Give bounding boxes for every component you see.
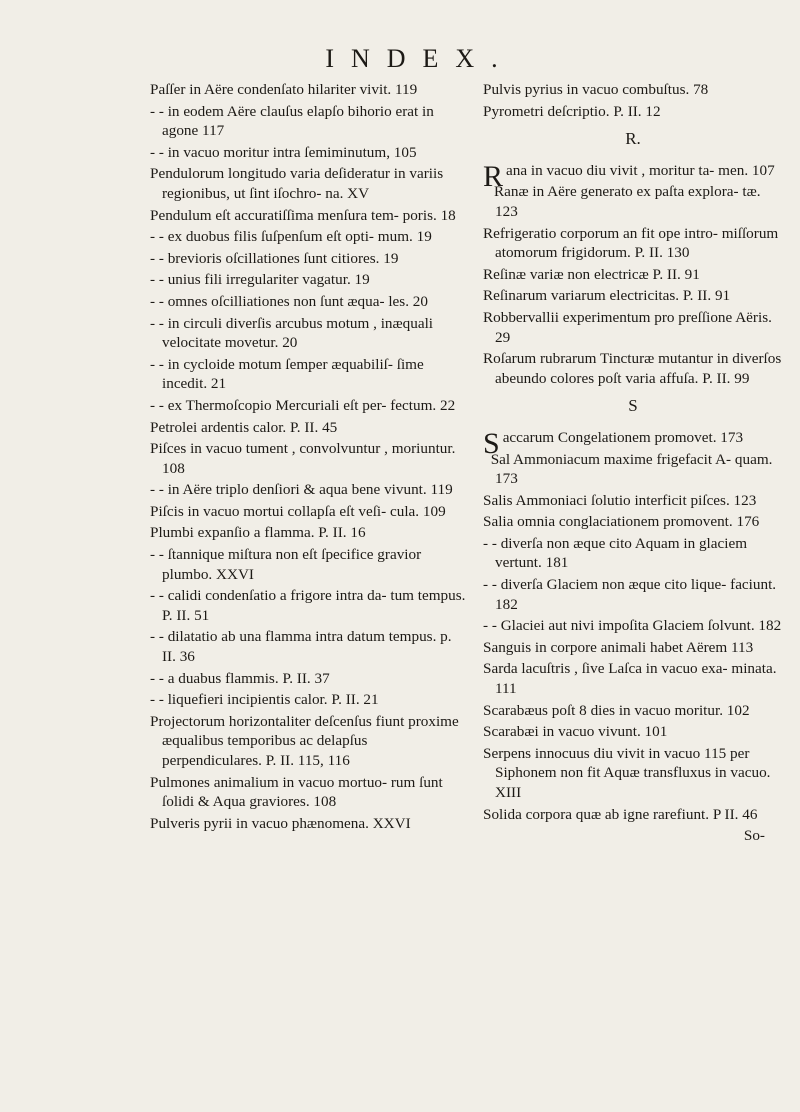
index-entry: Pyrometri deſcriptio. P. II. 12 (483, 102, 661, 120)
index-entry (483, 426, 783, 460)
index-entry: - - a duabus flammis. P. II. 37 (150, 669, 330, 687)
section-letter-s: S (628, 396, 638, 416)
index-entry: Piſcis in vacuo mortui collapſa eſt veſi- cula. 109 (150, 502, 446, 520)
index-entry: Roſarum rubrarum Tincturæ mutantur in diverſos abeundo colores poſt varia affuſa. P. II. 99 (483, 350, 782, 387)
index-entry: Refrigeratio corporum an fit ope intro- miſſorum atomorum frigidorum. P. II. 130 (483, 224, 779, 262)
index-entry: - - in cycloide motum ſemper æquabiliſ- ſime incedit. 21 (150, 355, 424, 393)
index-entry: Plumbi expanſio a flamma. P. II. 16 (150, 524, 366, 542)
index-entry: - - unius fili irregulariter vagatur. 19 (150, 271, 370, 289)
catchword: So- (743, 827, 765, 845)
index-entry: Salia omnia conglaciationem promovent. 176 (483, 513, 760, 531)
index-entry: Piſces in vacuo tument , convolvuntur , moriuntur. 108 (150, 440, 456, 477)
index-entry: Projectorum horizontaliter deſcenſus fiunt proxime æqualibus temporibus ac delapſus perpendiculares. P. II. 115, 116 (150, 712, 459, 769)
index-entry: - - in vacuo moritur intra ſemiminutum, 105 (150, 143, 417, 161)
index-entry: - - in eodem Aëre clauſus elapſo bihorio erat in agone 117 (150, 102, 434, 140)
index-entry: Sal Ammoniacum maxime frigefacit A- quam. 173 (490, 450, 773, 488)
index-entry: - - ex Thermoſcopio Mercuriali eſt per- fectum. 22 (150, 396, 456, 414)
index-entry: - - liquefieri incipientis calor. P. II. 21 (150, 691, 379, 709)
index-entry: Solida corpora quæ ab igne rarefiunt. P II. 46 (483, 805, 758, 823)
index-entry: - - dilatatio ab una flamma intra datum tempus. p. II. 36 (150, 628, 452, 666)
drop-cap-r: R (483, 159, 504, 193)
index-entry: - - in circuli diverſis arcubus motum , inæquali velocitate movetur. 20 (150, 314, 434, 352)
index-entry: Paſſer in Aëre condenſato hilariter vivit. 119 (150, 81, 418, 98)
left-column (150, 80, 468, 835)
index-entry: Ranæ in Aëre generato ex paſta explora- tæ. 123 (494, 183, 761, 220)
index-entry (483, 159, 783, 193)
index-entry: Sarda lacuſtris , ſive Laſca in vacuo exa- minata. 111 (483, 660, 777, 698)
index-entry: Pulveris pyrii in vacuo phænomena. XXVI (150, 814, 411, 832)
index-entry: - - ſtannique miſtura non eſt ſpecifice gravior plumbo. XXVI (150, 546, 422, 583)
index-entry: Sanguis in corpore animali habet Aërem 113 (483, 638, 754, 656)
index-entry: Scarabæi in vacuo vivunt. 101 (483, 723, 668, 741)
page-header: INDEX. (325, 44, 515, 73)
index-entry: Pulvis pyrius in vacuo combuſtus. 78 (483, 81, 709, 98)
index-entry: Reſinarum variarum electricitas. P. II. 91 (483, 287, 731, 305)
drop-cap-s: S (483, 426, 500, 460)
index-entry: - - brevioris oſcillationes ſunt citiores. 19 (150, 249, 399, 267)
index-entry: Pendulorum longitudo varia deſideratur in variis regionibus, ut ſint iſochro- na. XV (150, 165, 444, 202)
index-entry: Salis Ammoniaci ſolutio interficit piſces. 123 (483, 491, 757, 509)
index-entry: - - in Aëre triplo denſiori & aqua bene vivunt. 119 (150, 481, 453, 499)
index-entry: - - omnes oſcilliationes non ſunt æqua- les. 20 (150, 292, 428, 310)
index-entry: - - calidi condenſatio a frigore intra da- tum tempus. P. II. 51 (150, 587, 466, 624)
index-entry: Petrolei ardentis calor. P. II. 45 (150, 418, 338, 436)
index-entry-text: accarum Congelationem promovet. 173 (502, 428, 744, 446)
index-entry: - - ex duobus filis ſuſpenſum eſt opti- mum. 19 (150, 228, 432, 246)
index-entry: Serpens innocuus diu vivit in vacuo 115 per Siphonem non fit Aquæ transfluxus in vacuo. XIII (483, 744, 771, 801)
index-entry: Pendulum eſt accuratiſſima menſura tem- poris. 18 (150, 206, 456, 224)
section-letter-r: R. (625, 129, 641, 149)
index-entry: Scarabæus poſt 8 dies in vacuo moritur. 102 (483, 701, 750, 719)
index-entry-text: ana in vacuo diu vivit , moritur ta- men. 107 (506, 161, 775, 179)
index-entry: Pulmones animalium in vacuo mortuo- rum ſunt ſolidi & Aqua graviores. 108 (150, 773, 443, 811)
index-entry: - - Glaciei aut nivi impoſita Glaciem ſolvunt. 182 (483, 617, 782, 635)
index-entry: Reſinæ variæ non electricæ P. II. 91 (483, 265, 700, 283)
index-entry: Robbervallii experimentum pro preſſione Aëris. 29 (483, 308, 772, 346)
index-entry: - - diverſa non æque cito Aquam in glaciem vertunt. 181 (483, 534, 748, 572)
index-entry: - - diverſa Glaciem non æque cito lique- faciunt. 182 (483, 576, 777, 613)
right-column (483, 80, 783, 861)
